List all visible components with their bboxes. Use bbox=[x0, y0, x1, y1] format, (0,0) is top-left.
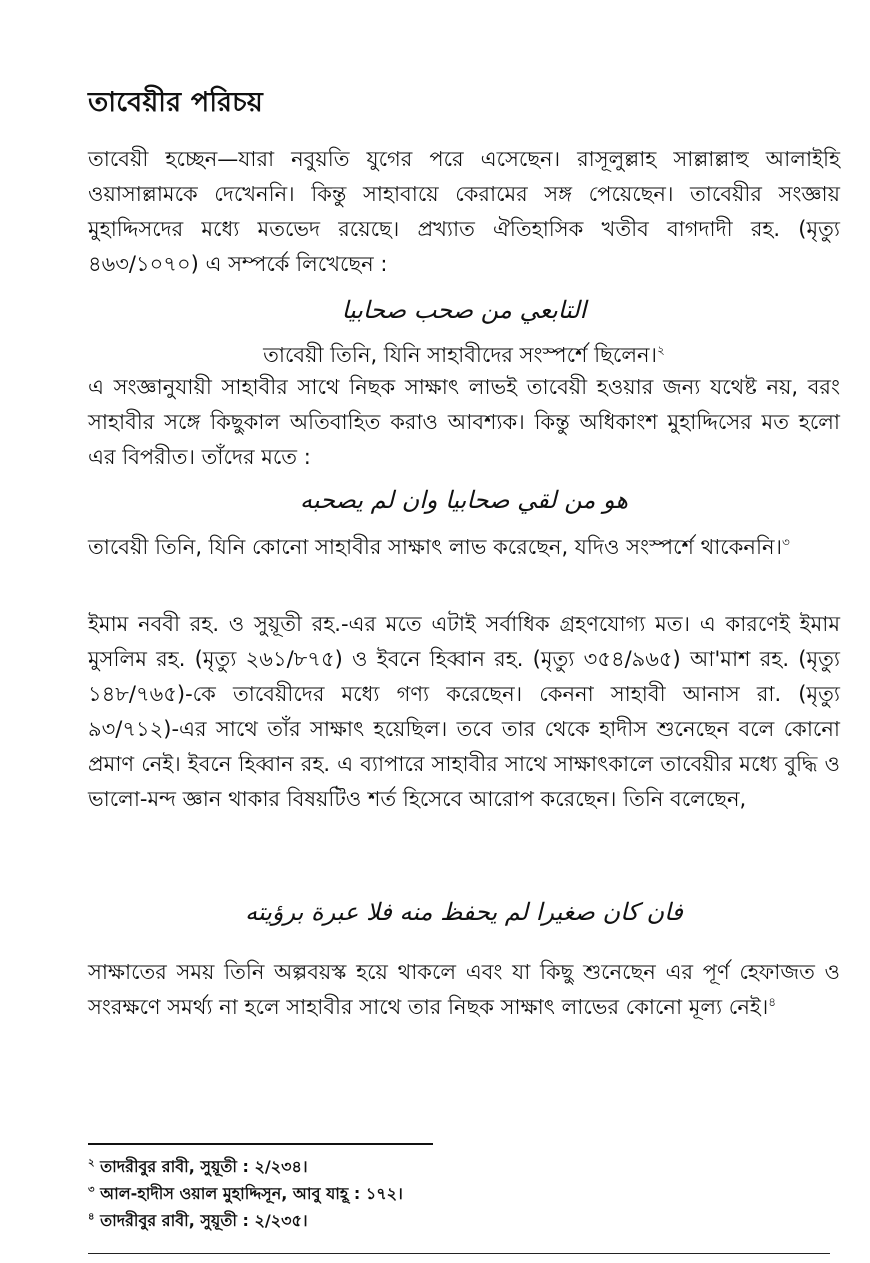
footnote-number: ৪ bbox=[88, 1211, 95, 1223]
footnote-ref-4: ৪ bbox=[768, 995, 777, 1009]
translation-line-1 bbox=[88, 339, 840, 374]
translation-text: তাবেয়ী তিনি, যিনি সাহাবীদের সংস্পর্শে ছিলেন। bbox=[263, 343, 658, 367]
footnote-ref-2: ২ bbox=[657, 343, 665, 357]
paragraph-definition-intro bbox=[88, 142, 840, 282]
page-bottom-rule bbox=[88, 1253, 830, 1254]
footnote-text: আল-হাদীস ওয়াল মুহাদ্দিসূন, আবু যাহূ : ১৭২। bbox=[100, 1184, 403, 1203]
paragraph-translation-2 bbox=[88, 530, 840, 565]
paragraph-text: তাবেয়ী তিনি, যিনি কোনো সাহাবীর সাক্ষাৎ লাভ করেছেন, যদিও সংস্পর্শে থাকেননি। bbox=[88, 535, 783, 559]
footnote-text: তাদরীবুর রাবী, সুয়ূতী : ২/২৩৪। bbox=[100, 1157, 308, 1176]
paragraph-majority-view bbox=[88, 370, 840, 475]
paragraph-text: ইমাম নববী রহ. ও সুয়ূতী রহ.-এর মতে এটাই সর্বাধিক গ্রহণযোগ্য মত। এ কারণেই ইমাম মুসলিম রহ. (মৃত্যু ২৬১/৮৭৫) ও ইবনে হিব্বান রহ. (মৃত্যু ৩৫৪/৯৬৫) আ'মাশ রহ. (মৃত্যু ১৪৮/৭৬৫)-কে তাবেয়ীদের মধ্যে গণ্য করেছেন। কেননা সাহাবী আনাস রা. (মৃত্যু ৯৩/৭১২)-এর সাথে তাঁর সাক্ষাৎ হয়েছিল। তবে তার থেকে হাদীস শুনেছেন বলে কোনো প্রমাণ নেই। ইবনে হিব্বান রহ. এ ব্যাপারে সাহাবীর সাথে সাক্ষাৎকালে তাবেয়ীর মধ্যে বুদ্ধি ও ভালো-মন্দ জ্ঞান থাকার বিষয়টিও শর্ত হিসেবে আরোপ করেছেন। তিনি বলেছেন, bbox=[88, 612, 840, 811]
footnote-text: তাদরীবুর রাবী, সুয়ূতী : ২/২৩৫। bbox=[100, 1211, 308, 1230]
footnote-number: ৩ bbox=[88, 1184, 95, 1196]
paragraph-text: তাবেয়ী হচ্ছেন—যারা নবুয়তি যুগের পরে এসেছেন। রাসূলুল্লাহ সাল্লাল্লাহু আলাইহি ওয়াসাল্লামকে দেখেননি। কিন্তু সাহাবায়ে কেরামের সঙ্গ পেয়েছেন। তাবেয়ীর সংজ্ঞায় মুহাদ্দিসদের মধ্যে মতভেদ রয়েছে। প্রখ্যাত ঐতিহাসিক খতীব বাগদাদী রহ. (মৃত্যু ৪৬৩/১০৭০) এ সম্পর্কে লিখেছেন : bbox=[88, 147, 840, 276]
arabic-quote-1: التابعي من صحب صحابيا bbox=[341, 296, 587, 324]
section-heading: তাবেয়ীর পরিচয় bbox=[88, 87, 264, 118]
arabic-quote-2: هو من لقي صحابيا وان لم يصحبه bbox=[299, 486, 629, 514]
footnotes bbox=[88, 1153, 403, 1234]
footnote-number: ২ bbox=[88, 1157, 95, 1169]
footnote-item bbox=[88, 1207, 403, 1234]
paragraph-conclusion bbox=[88, 955, 840, 1025]
paragraph-text: সাক্ষাতের সময় তিনি অল্পবয়স্ক হয়ে থাকলে এবং যা কিছু শুনেছেন এর পূর্ণ হেফাজত ও সংরক্ষণে সমর্থ্য না হলে সাহাবীর সাথে তার নিছক সাক্ষাৎ লাভের কোনো মূল্য নেই। bbox=[88, 960, 840, 1019]
footnote-divider bbox=[88, 1143, 433, 1145]
arabic-quote-3: فان كان صغيرا لم يحفظ منه فلا عبرة برؤيته bbox=[245, 898, 683, 926]
footnote-item bbox=[88, 1180, 403, 1207]
footnote-item bbox=[88, 1153, 403, 1180]
paragraph-text: এ সংজ্ঞানুযায়ী সাহাবীর সাথে নিছক সাক্ষাৎ লাভই তাবেয়ী হওয়ার জন্য যথেষ্ট নয়, বরং সাহাবীর সঙ্গে কিছুকাল অতিবাহিত করাও আবশ্যক। কিন্তু অধিকাংশ মুহাদ্দিসের মত হলো এর বিপরীত। তাঁদের মতে : bbox=[88, 375, 840, 469]
footnote-ref-3: ৩ bbox=[782, 535, 790, 549]
paragraph-scholars-opinion bbox=[88, 607, 840, 817]
